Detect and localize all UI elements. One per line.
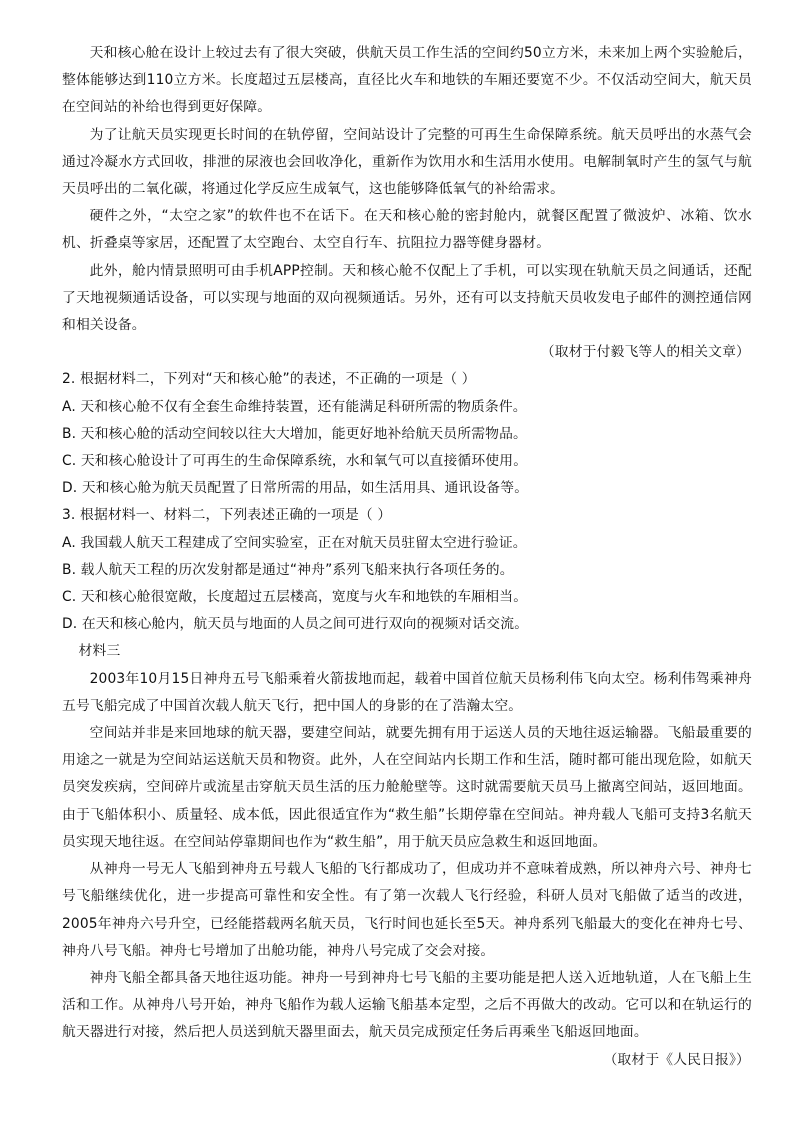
question-two-option-c: C. 天和核心舱设计了可再生的生命保障系统，水和氧气可以直接循环使用。 (62, 453, 528, 470)
paragraph-communications: 此外，舱内情景照明可由手机APP控制。天和核心舱不仅配上了手机，可以实现在轨航天员之间通话，还配了天地视频通话设备，可以实现与地面的双向视频通话。另外，还有可以支持航天员收发电子邮件的测控通信网和相关设备。 (62, 262, 752, 334)
question-two-option-d: D. 天和核心舱为航天员配置了日常所需的用品，如生活用具、通讯设备等。 (62, 480, 529, 497)
paragraph-shenzhou-function: 神舟飞船全都具备天地往返功能。神舟一号到神舟七号飞船的主要功能是把人送入近地轨道，人在飞船上生活和工作。从神舟八号开始，神舟飞船作为载人运输飞船基本定型，之后不再做大的改动。它可以和在轨运行的航天器进行对接，然后把人员送到航天器里面去，航天员完成预定任务后再乘坐飞船返回地面。 (62, 969, 752, 1041)
question-three-option-c: C. 天和核心舱很宽敞，长度超过五层楼高，宽度与火车和地铁的车厢相当。 (62, 589, 528, 606)
paragraph-life-support: 为了让航天员实现更长时间的在轨停留，空间站设计了完整的可再生生命保障系统。航天员呼出的水蒸气会通过冷凝水方式回收，排泄的尿液也会回收净化，重新作为饮用水和生活用水使用。电解制氧时产生的氢气与航天员呼出的二氧化碳，将通过化学反应生成氧气，这也能够降低氧气的补给需求。 (62, 126, 752, 198)
question-three-option-b: B. 载人航天工程的历次发射都是通过“神舟”系列飞船来执行各项任务的。 (62, 561, 514, 578)
material-two-section (62, 40, 752, 366)
question-three-option-d: D. 在天和核心舱内，航天员与地面的人员之间可进行双向的视频对话交流。 (62, 616, 529, 633)
source-citation-material-three: （取材于《人民日报》） (603, 1051, 750, 1068)
paragraph-software: 硬件之外，“太空之家”的软件也不在话下。在天和核心舱的密封舱内，就餐区配置了微波炉、冰箱、饮水机、折叠桌等家居，还配置了太空跑台、太空自行车、抗阻拉力器等健身器材。 (62, 208, 752, 252)
paragraph-shenzhou-evolution: 从神舟一号无人飞船到神舟五号载人飞船的飞行都成功了，但成功并不意味着成熟，所以神舟六号、神舟七号飞船继续优化，进一步提高可靠性和安全性。有了第一次载人飞行经验，科研人员对飞船做了适当的改进，2005年神舟六号升空，已经能搭载两名航天员，飞行时间也延长至5天。神舟系列飞船最大的变化在神舟七号、神舟八号飞船。神舟七号增加了出舱功能，神舟八号完成了交会对接。 (62, 861, 752, 959)
material-three-section (62, 638, 752, 1073)
question-two-stem: 2. 根据材料二，下列对“天和核心舱”的表述，不正确的一项是（ ） (62, 371, 476, 388)
document-page (62, 40, 752, 1074)
material-three-heading: 材料三 (78, 643, 121, 660)
question-two-option-b: B. 天和核心舱的活动空间较以往大大增加，能更好地补给航天员所需物品。 (62, 425, 527, 442)
question-three (62, 502, 752, 638)
paragraph-core-module-space: 天和核心舱在设计上较过去有了很大突破，供航天员工作生活的空间约50立方米，未来加上两个实验舱后，整体能够达到110立方米。长度超过五层楼高，直径比火车和地铁的车厢还要宽不少。不仅活动空间大，航天员在空间站的补给也得到更好保障。 (62, 45, 752, 116)
source-citation-material-two: （取材于付毅飞等人的相关文章） (540, 344, 750, 361)
question-three-stem: 3. 根据材料一、材料二，下列表述正确的一项是（ ） (62, 507, 392, 524)
question-three-option-a: A. 我国载人航天工程建成了空间实验室，正在对航天员驻留太空进行验证。 (62, 534, 527, 551)
question-two-option-a: A. 天和核心舱不仅有全套生命维持装置，还有能满足科研所需的物质条件。 (62, 398, 527, 415)
paragraph-spacecraft-role: 空间站并非是来回地球的航天器，要建空间站，就要先拥有用于运送人员的天地往返运输器。飞船最重要的用途之一就是为空间站运送航天员和物资。此外，人在空间站内长期工作和生活，随时都可能出现危险，如航天员突发疾病，空间碎片或流星击穿航天员生活的压力舱舱壁等。这时就需要航天员马上撤离空间站，返回地面。由于飞船体积小、质量轻、成本低，因此很适宜作为“救生船”长期停靠在空间站。神舟载人飞船可支持3名航天员实现天地往返。在空间站停靠期间也作为“救生船”，用于航天员应急救生和返回地面。 (62, 725, 752, 850)
paragraph-shenzhou-five: 2003年10月15日神舟五号飞船乘着火箭拔地而起，载着中国首位航天员杨利伟飞向太空。杨利伟驾乘神舟五号飞船完成了中国首次载人航天飞行，把中国人的身影的在了浩瀚太空。 (62, 670, 752, 714)
question-two (62, 366, 752, 502)
